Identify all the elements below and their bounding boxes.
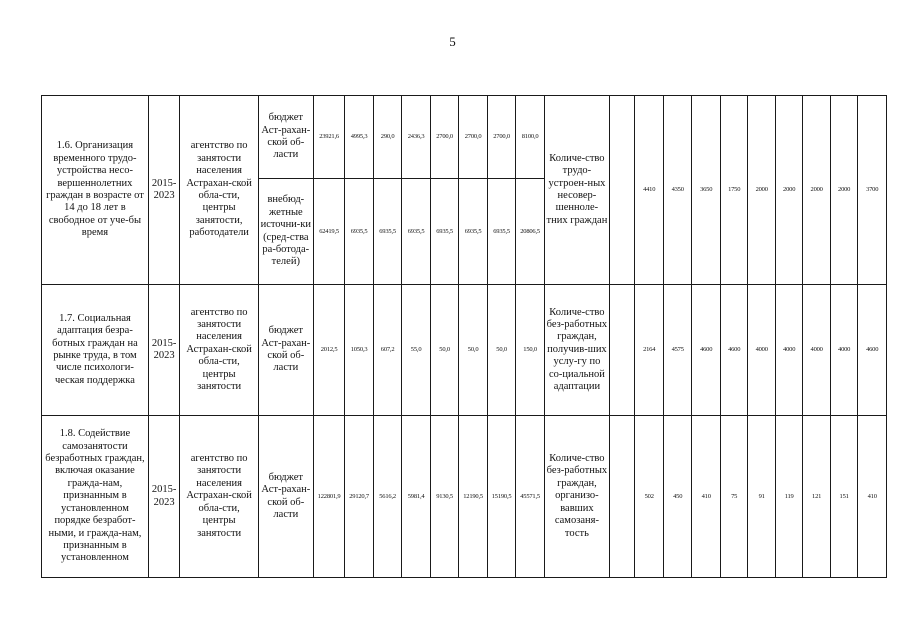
target-cell: 121 (803, 416, 830, 578)
value-cell: 50,0 (430, 285, 459, 416)
value-cell: 55,0 (402, 285, 431, 416)
empty-cell (610, 416, 635, 578)
value-cell: 6935,5 (402, 179, 431, 285)
target-cell: 4410 (635, 96, 664, 285)
value-cell: 290,0 (373, 96, 402, 179)
value-cell: 29120,7 (345, 416, 374, 578)
target-cell: 3700 (858, 96, 887, 285)
value-cell: 5981,4 (402, 416, 431, 578)
value-cell: 8100,0 (516, 96, 545, 179)
target-cell: 1750 (720, 96, 747, 285)
target-cell: 410 (858, 416, 887, 578)
funding-source-cell: бюджет Аст-рахан-ской об-ласти (258, 416, 313, 578)
value-cell: 50,0 (487, 285, 516, 416)
target-cell: 4000 (775, 285, 802, 416)
indicator-cell: Количе-ство без-работных граждан, получив-ших услу-гу по со-циальной адаптации (544, 285, 609, 416)
value-cell: 1050,3 (345, 285, 374, 416)
funding-source-cell: внебюд-жетные источни-ки (сред-ства ра-ботода-телей) (258, 179, 313, 285)
target-cell: 4600 (692, 285, 721, 416)
target-cell: 2000 (748, 96, 775, 285)
executor-cell: агентство по занятости населения Астрахан-ской обла-сти, центры занятости (180, 416, 258, 578)
value-cell: 50,0 (459, 285, 488, 416)
value-cell: 2700,0 (459, 96, 488, 179)
indicator-cell: Количе-ство трудо-устроен-ных несовер-шенноле-тних граждан (544, 96, 609, 285)
value-cell: 6935,5 (487, 179, 516, 285)
page-number: 5 (449, 34, 456, 49)
value-cell: 15190,5 (487, 416, 516, 578)
value-cell: 9130,5 (430, 416, 459, 578)
value-cell: 607,2 (373, 285, 402, 416)
value-cell: 20806,5 (516, 179, 545, 285)
period-cell: 2015-2023 (148, 96, 180, 285)
target-cell: 4575 (663, 285, 692, 416)
executor-cell: агентство по занятости населения Астрахан-ской обла-сти, центры занятости, работодатели (180, 96, 258, 285)
value-cell: 2436,3 (402, 96, 431, 179)
program-measures-table (41, 95, 887, 578)
period-cell: 2015-2023 (148, 285, 180, 416)
period-cell: 2015-2023 (148, 416, 180, 578)
target-cell: 4600 (858, 285, 887, 416)
funding-source-cell: бюджет Аст-рахан-ской об-ласти (258, 285, 313, 416)
target-cell: 4000 (803, 285, 830, 416)
value-cell: 4995,3 (345, 96, 374, 179)
measure-cell: 1.8. Содействие самозанятости безработных граждан, включая оказание гражда-нам, признанным в установленном порядке безработ-ными, и гражда-нам, признанным в установленном (42, 416, 149, 578)
target-cell: 2164 (635, 285, 664, 416)
target-cell: 91 (748, 416, 775, 578)
value-cell: 150,0 (516, 285, 545, 416)
target-cell: 4600 (720, 285, 747, 416)
value-cell: 2012,5 (313, 285, 345, 416)
target-cell: 2000 (803, 96, 830, 285)
target-cell: 4000 (830, 285, 857, 416)
table-row (42, 416, 887, 578)
value-cell: 122801,9 (313, 416, 345, 578)
funding-source-cell: бюджет Аст-рахан-ской об-ласти (258, 96, 313, 179)
executor-cell: агентство по занятости населения Астрахан-ской обла-сти, центры занятости (180, 285, 258, 416)
value-cell: 45571,5 (516, 416, 545, 578)
target-cell: 4350 (663, 96, 692, 285)
value-cell: 5616,2 (373, 416, 402, 578)
value-cell: 23921,6 (313, 96, 345, 179)
measure-cell: 1.6. Организация временного трудо-устройства несо-вершеннолетних граждан в возрасте от 14 до 18 лет в свободное от уче-бы время (42, 96, 149, 285)
target-cell: 119 (775, 416, 802, 578)
table-row (42, 96, 887, 179)
measure-cell: 1.7. Социальная адаптация безра-ботных граждан на рынке труда, в том числе психологи-ческая поддержка (42, 285, 149, 416)
target-cell: 3650 (692, 96, 721, 285)
empty-cell (610, 96, 635, 285)
value-cell: 6935,5 (373, 179, 402, 285)
target-cell: 4000 (748, 285, 775, 416)
target-cell: 502 (635, 416, 664, 578)
value-cell: 6935,5 (430, 179, 459, 285)
target-cell: 450 (663, 416, 692, 578)
target-cell: 410 (692, 416, 721, 578)
value-cell: 12190,5 (459, 416, 488, 578)
empty-cell (610, 285, 635, 416)
value-cell: 6935,5 (459, 179, 488, 285)
target-cell: 2000 (830, 96, 857, 285)
target-cell: 151 (830, 416, 857, 578)
target-cell: 2000 (775, 96, 802, 285)
table-row (42, 285, 887, 416)
value-cell: 2700,0 (430, 96, 459, 179)
value-cell: 2700,0 (487, 96, 516, 179)
value-cell: 62419,5 (313, 179, 345, 285)
value-cell: 6935,5 (345, 179, 374, 285)
target-cell: 75 (720, 416, 747, 578)
indicator-cell: Количе-ство без-работных граждан, организо-вавших самозаня-тость (544, 416, 609, 578)
